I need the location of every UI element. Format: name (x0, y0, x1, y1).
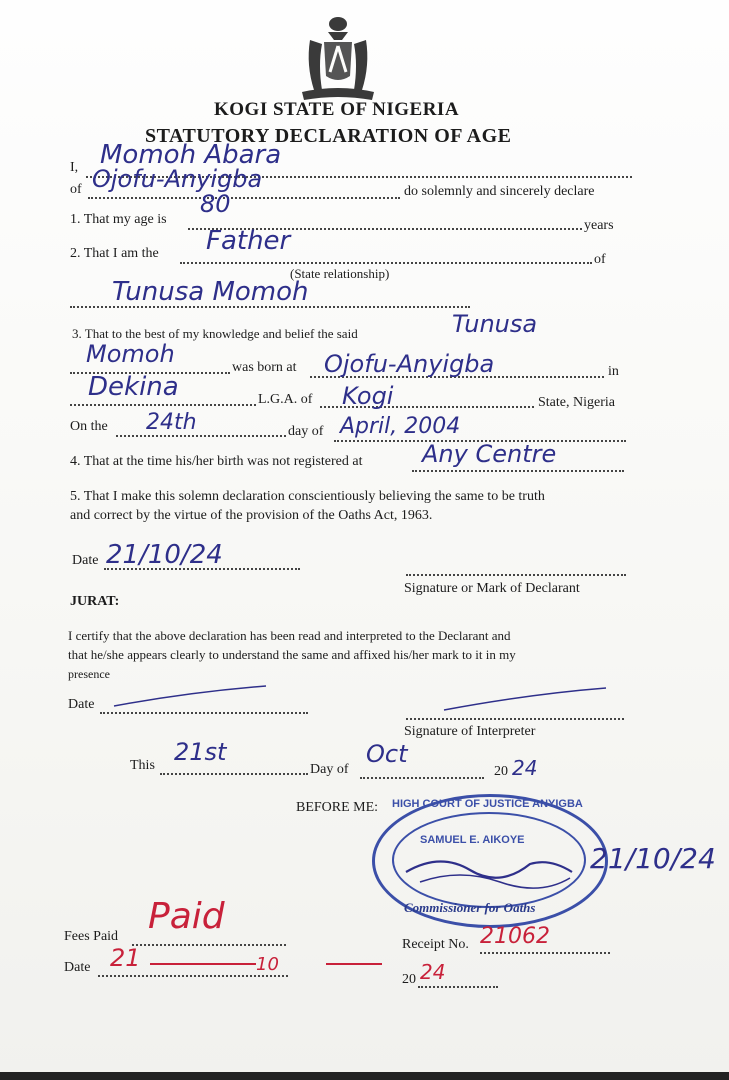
label-solemn: do solemnly and sincerely declare (404, 184, 595, 199)
label-year-prefix-2: 20 (402, 972, 416, 987)
stamp-caption: Commissioner for Oaths (404, 900, 536, 915)
label-on-the: On the (70, 419, 108, 434)
label-point4: 4. That at the time his/her birth was not registered at (70, 454, 363, 469)
hw-fees-paid: Paid (148, 896, 225, 937)
hw-declaration-date: 21/10/24 (106, 540, 223, 570)
label-point5a: 5. That I make this solemn declaration conscientiously believing the same to be truth (70, 489, 545, 504)
label-signature-interpreter: Signature of Interpreter (404, 724, 536, 739)
hw-registered-at: Any Centre (422, 440, 557, 468)
hw-child-surname: Momoh (86, 340, 175, 368)
hw-name: Momoh Abara (100, 140, 282, 170)
hw-birth-month-year: April, 2004 (340, 414, 461, 439)
label-belief: 3. That to the best of my knowledge and belief the said (72, 326, 358, 341)
label-year-prefix: 20 (494, 764, 508, 779)
jurat-line-2: that he/she appears clearly to understand the same and affixed his/her mark to it in my (68, 647, 516, 662)
hw-year-suffix-2: 24 (420, 960, 446, 984)
label-born: was born at (232, 360, 297, 375)
hw-receipt-no: 21062 (480, 924, 550, 949)
interpreter-date-stroke (110, 682, 270, 712)
hw-state: Kogi (342, 382, 394, 410)
hw-born-at: Ojofu-Anyigba (324, 350, 495, 378)
label-state-relationship: (State relationship) (290, 266, 390, 281)
label-lga: L.G.A. of (258, 392, 313, 407)
hw-year-suffix: 24 (512, 756, 538, 780)
hw-birth-day: 24th (146, 410, 197, 435)
hw-fees-date-month: 10 (256, 954, 279, 975)
stamp-top-text: HIGH COURT OF JUSTICE ANYIGBA (392, 798, 583, 810)
hw-lga: Dekina (88, 372, 179, 402)
label-this: This (130, 758, 155, 773)
label-date: Date (72, 553, 99, 568)
label-of2: of (594, 252, 606, 267)
label-age: 1. That my age is (70, 212, 167, 227)
coat-of-arms-icon (288, 10, 388, 102)
label-point5b: and correct by the virtue of the provision of the Oaths Act, 1963. (70, 508, 433, 523)
jurat-line-3: presence (68, 667, 110, 681)
hw-month: Oct (366, 740, 408, 768)
interpreter-signature-stroke (440, 684, 610, 714)
state-title: KOGI STATE OF NIGERIA (214, 99, 460, 120)
page-title: STATUTORY DECLARATION OF AGE (145, 125, 512, 147)
label-in: in (608, 364, 619, 379)
label-date-3: Date (64, 960, 91, 975)
hw-child-line: Tunusa Momoh (112, 277, 309, 307)
hw-age: 80 (200, 190, 231, 218)
label-of: of (70, 182, 82, 197)
stamp-name: SAMUEL E. AIKOYE (420, 834, 525, 846)
label-signature-declarant: Signature or Mark of Declarant (404, 581, 580, 596)
hw-child-first: Tunusa (452, 310, 538, 338)
label-iam: 2. That I am the (70, 246, 159, 261)
label-years: years (584, 218, 614, 233)
hw-this-day: 21st (174, 738, 227, 766)
label-fees-paid: Fees Paid (64, 929, 119, 944)
jurat-line-1: I certify that the above declaration has been read and interpreted to the Declarant and (68, 628, 511, 643)
label-day-of-2: Day of (310, 762, 349, 777)
hw-stamp-date: 21/10/24 (590, 842, 716, 875)
hw-address: Ojofu-Anyigba (92, 165, 263, 193)
hw-fees-date-day: 21 (110, 944, 141, 972)
label-i: I, (70, 160, 79, 175)
label-date-2: Date (68, 697, 95, 712)
stamp-signature (400, 842, 580, 892)
label-receipt-no: Receipt No. (402, 937, 469, 952)
label-before-me: BEFORE ME: (296, 800, 379, 815)
hw-relationship: Father (206, 226, 291, 256)
jurat-heading: JURAT: (70, 594, 120, 609)
label-state-nigeria: State, Nigeria (538, 395, 615, 410)
label-day-of: day of (288, 424, 324, 439)
scan-bottom-edge (0, 1072, 729, 1080)
